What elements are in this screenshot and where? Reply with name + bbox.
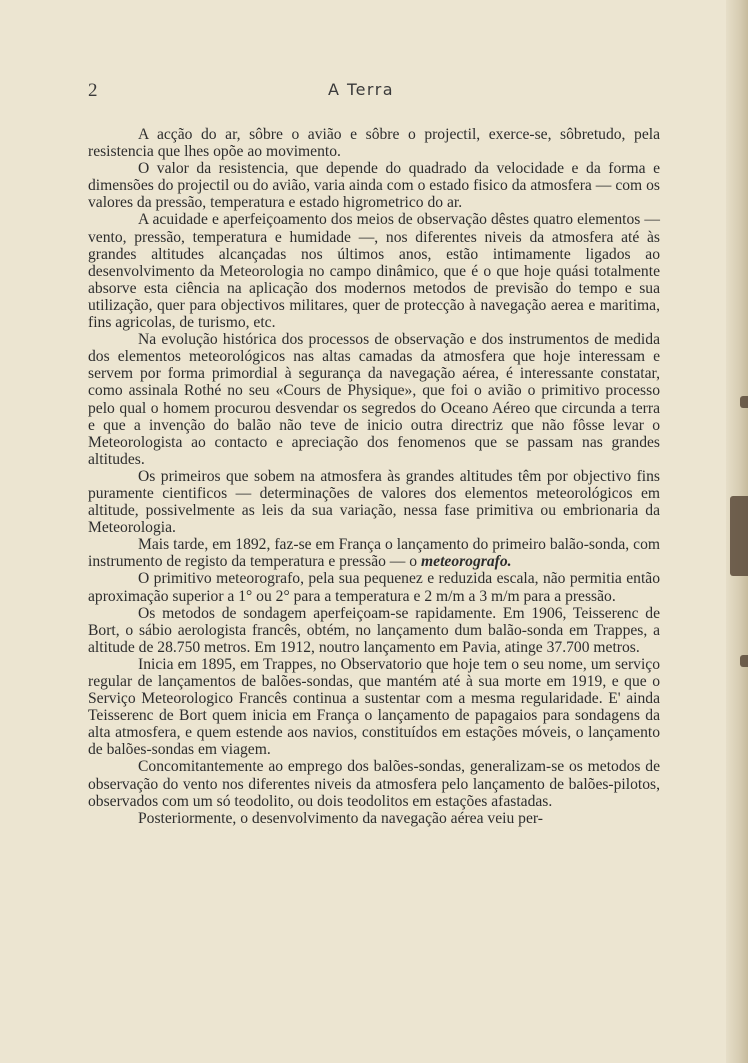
paragraph: A acção do ar, sôbre o avião e sôbre o projectil, exerce-se, sôbretudo, pela resistencia que lhes opõe ao movimento. [88, 126, 660, 161]
paragraph: Posteriormente, o desenvolvimento da navegação aérea veiu per- [138, 809, 543, 827]
page-number: 2 [88, 80, 98, 101]
paragraph: O primitivo meteorografo, pela sua pequenez e reduzida escala, não permitia então aproximação superior a 1° ou 2° para a temperatura e 2 m/m a 3 m/m para a pressão. [88, 570, 660, 605]
binding-mark-middle [730, 496, 748, 576]
running-title: A Terra [328, 80, 395, 99]
paragraph: Os primeiros que sobem na atmosfera às grandes altitudes têm por objectivo fins puramente cientificos — determinações de valores dos elementos meteorológicos em altitude, possivelmente as leis da sua variação, nessa fase primitiva ou embrionaria da Meteorologia. [88, 467, 660, 537]
page-header [88, 80, 660, 104]
emphasized-term: meteorografo. [421, 553, 512, 571]
paragraph: Na evolução histórica dos processos de observação e dos instrumentos de medida dos elementos meteorológicos nas altas camadas da atmosfera que hoje interessam e servem por forma primordial à segurança da navegação aérea, é interessante constatar, como assinala Rothé no seu «Cours de Physique», que foi o avião o primitivo processo pelo qual o homem procurou desvendar os segredos do Oceano Aéreo que circunda a terra e que a invenção do balão não teve de inicio outra directriz que não fôsse levar o Meteorologista ao contacto e apreciação dos fenomenos que se passam nas grandes altitudes. [88, 331, 660, 468]
paragraph: Concomitantemente ao emprego dos balões-sondas, generalizam-se os metodos de observação do vento nos diferentes niveis da atmosfera pelo lançamento de balões-pilotos, observados com um só teodolito, ou dois teodolitos em estações afastadas. [88, 758, 660, 810]
paragraph: O valor da resistencia, que depende do quadrado da velocidade e da forma e dimensões do projectil ou do avião, varia ainda com o estado fisico da atmosfera — com os valores da pressão, temperatura e estado higrometrico do ar. [88, 160, 660, 212]
binding-mark-top [740, 396, 748, 408]
page-body [88, 126, 660, 827]
paragraph: Os metodos de sondagem aperfeiçoam-se rapidamente. Em 1906, Teisserenc de Bort, o sábio aerologista francês, obtém, no lançamento dum balão-sonda em Trappes, a altitude de 28.750 metros. Em 1912, noutro lançamento em Pavia, atinge 37.700 metros. [88, 604, 660, 656]
paragraph: A acuidade e aperfeiçoamento dos meios de observação dêstes quatro elementos — vento, pressão, temperatura e humidade —, nos diferentes niveis da atmosfera até às grandes altitudes alcançadas nos últimos anos, estão intimamente ligados ao desenvolvimento da Meteorologia no campo dinâmico, que é o que hoje quási totalmente absorve esta ciência na aplicação dos modernos metodos de previsão do tempo e sua utilização, quer para objectivos militares, quer de protecção à navegação aerea e maritima, fins agricolas, de turismo, etc. [88, 211, 660, 332]
paragraph: Inicia em 1895, em Trappes, no Observatorio que hoje tem o seu nome, um serviço regular de lançamentos de balões-sondas, que mantém até à sua morte em 1919, e que o Serviço Meteorologico Francês continua a sustentar com a mesma regularidade. E' ainda Teisserenc de Bort quem inicia em França o lançamento de papagaios para sondagens da alta atmosfera, e quem estende aos navios, constituídos em estações móveis, o lançamento de balões-sondas em viagem. [88, 655, 660, 759]
paragraph: Mais tarde, em 1892, faz-se em França o lançamento do primeiro balão-sonda, com instrumento de registo da temperatura e pressão — o meteorografo. [88, 536, 660, 571]
binding-mark-bottom [740, 655, 748, 667]
